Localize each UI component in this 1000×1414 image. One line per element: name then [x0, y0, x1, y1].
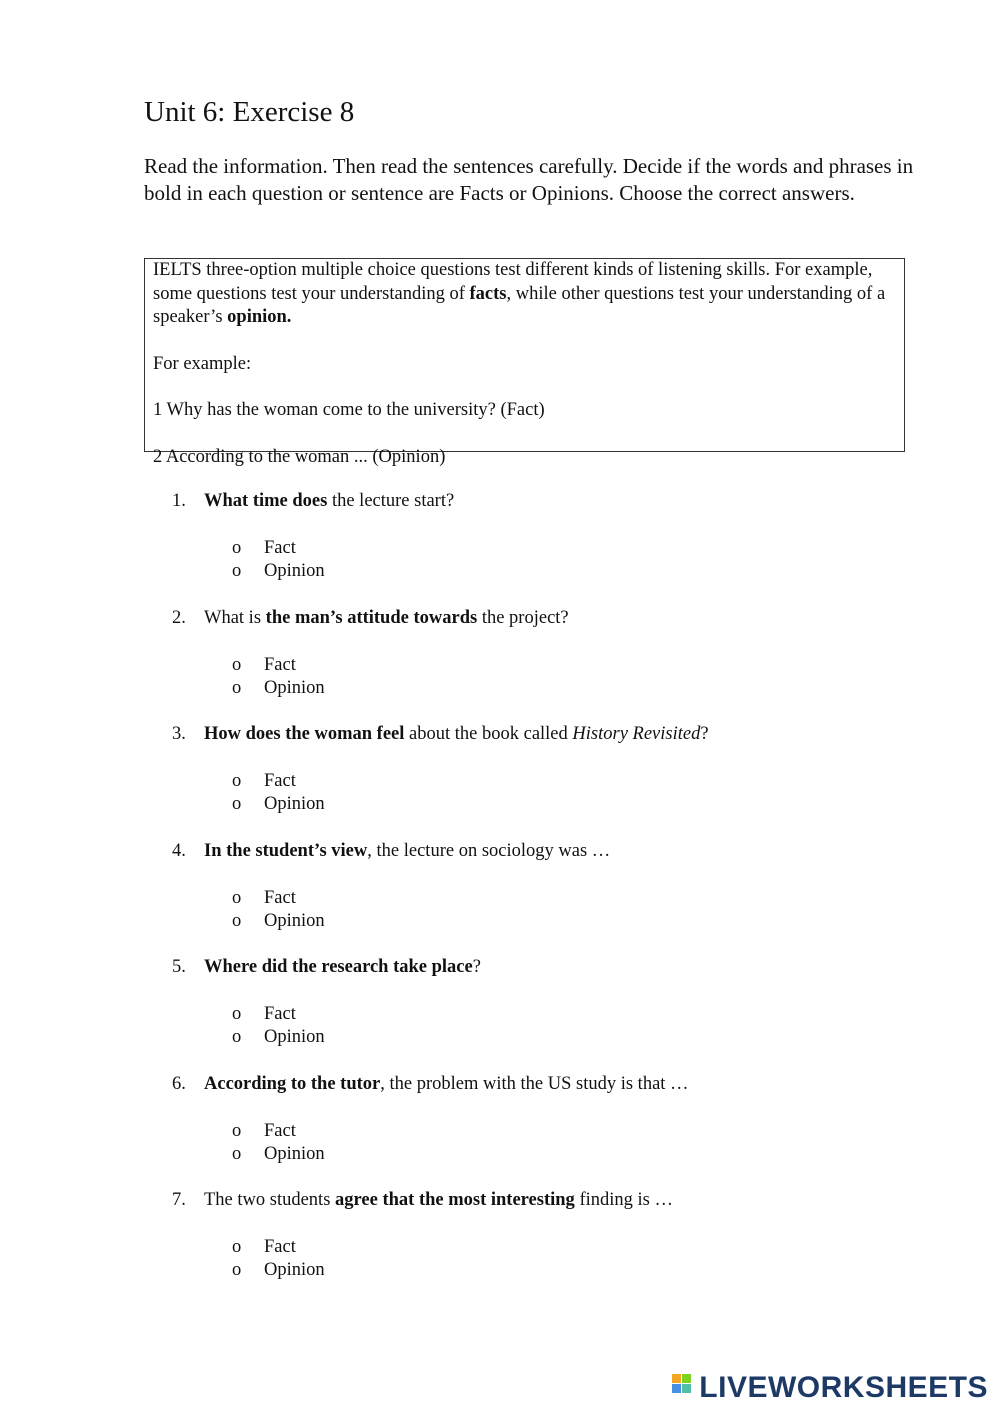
answer-option-fact[interactable] — [232, 1003, 432, 1027]
question-item — [0, 723, 1000, 833]
question-item — [0, 490, 1000, 600]
answer-option-label: Opinion — [264, 677, 325, 698]
question-number: 2. — [172, 607, 186, 628]
answer-option-fact[interactable] — [232, 887, 432, 911]
question-item — [0, 1073, 1000, 1183]
answer-option-opinion[interactable] — [232, 910, 432, 934]
radio-bullet-icon[interactable]: o — [232, 1027, 242, 1048]
radio-bullet-icon[interactable]: o — [232, 887, 242, 908]
answer-option-label: Fact — [264, 887, 296, 908]
radio-bullet-icon[interactable]: o — [232, 794, 242, 815]
radio-bullet-icon[interactable]: o — [232, 910, 242, 931]
question-item — [0, 840, 1000, 950]
answer-option-opinion[interactable] — [232, 1143, 432, 1167]
question-post-text: , the lecture on sociology was … — [367, 840, 611, 861]
info-bold-opinion: opinion. — [227, 307, 292, 327]
radio-bullet-icon[interactable]: o — [232, 677, 242, 698]
radio-bullet-icon[interactable]: o — [232, 771, 242, 791]
radio-bullet-icon[interactable]: o — [232, 1004, 242, 1024]
question-post-text: the lecture start? — [327, 491, 455, 511]
answer-option-fact[interactable] — [232, 1236, 432, 1260]
question-item — [0, 607, 1000, 717]
question-number: 5. — [172, 957, 186, 977]
answer-option-fact[interactable] — [232, 1120, 432, 1144]
answer-option-fact[interactable] — [232, 654, 432, 678]
answer-option-fact[interactable] — [232, 537, 432, 561]
question-post-text: about the book called — [404, 724, 573, 744]
info-intro — [153, 259, 896, 330]
example-label: For example: — [153, 353, 252, 374]
question-number: 6. — [172, 1073, 186, 1094]
question-text — [204, 490, 904, 514]
answer-option-label: Fact — [264, 1004, 296, 1024]
logo-icon — [672, 1374, 696, 1402]
answer-option-label: Opinion — [264, 910, 325, 931]
answer-option-label: Opinion — [264, 1027, 325, 1048]
info-bold-facts: facts — [469, 283, 507, 304]
question-bold-text: What time does — [204, 491, 328, 511]
question-post-text: the project? — [477, 607, 569, 628]
answer-option-label: Fact — [264, 538, 296, 558]
question-number: 1. — [172, 491, 186, 511]
answer-option-opinion[interactable] — [232, 560, 432, 584]
info-text: , while other questions test your understanding of a speaker’s — [153, 283, 886, 327]
question-end-text: ? — [700, 724, 709, 744]
liveworksheets-logo — [672, 1370, 988, 1406]
answer-option-label: Fact — [264, 1237, 296, 1257]
radio-bullet-icon[interactable]: o — [232, 538, 242, 558]
question-post-text: , the problem with the US study is that … — [380, 1073, 689, 1094]
question-item — [0, 956, 1000, 1066]
radio-bullet-icon[interactable]: o — [232, 1120, 242, 1141]
question-bold-text: the man’s attitude towards — [265, 607, 478, 628]
answer-option-fact[interactable] — [232, 770, 432, 794]
question-bold-text: According to the tutor — [204, 1073, 381, 1094]
answer-option-opinion[interactable] — [232, 1026, 432, 1050]
question-text — [204, 956, 904, 980]
question-pre-text: The two students — [204, 1190, 336, 1210]
question-bold-text: In the student’s view — [204, 840, 368, 861]
logo-square — [672, 1374, 681, 1383]
radio-bullet-icon[interactable]: o — [232, 1143, 242, 1164]
question-number: 4. — [172, 840, 186, 861]
question-text — [204, 1189, 904, 1213]
question-bold-text: Where did the research take place — [204, 957, 473, 977]
radio-bullet-icon[interactable]: o — [232, 1237, 242, 1257]
answer-option-label: Opinion — [264, 561, 325, 582]
question-italic-text: History Revisited — [572, 724, 701, 744]
answer-option-label: Fact — [264, 1120, 296, 1141]
question-post-text: ? — [472, 957, 481, 977]
answer-option-opinion[interactable] — [232, 677, 432, 701]
question-number: 7. — [172, 1190, 186, 1210]
instructions: Read the information. Then read the sentences carefully. Decide if the words and phrases in bold in each question or sentence are Facts or Opinions. Choose the correct answers. — [144, 154, 914, 205]
logo-square — [682, 1384, 691, 1393]
question-bold-text: How does the woman feel — [204, 724, 405, 744]
radio-bullet-icon[interactable]: o — [232, 654, 242, 675]
question-text — [204, 607, 904, 631]
answer-option-label: Opinion — [264, 794, 325, 815]
answer-option-label: Fact — [264, 654, 296, 675]
info-box — [144, 258, 905, 467]
answer-option-label: Opinion — [264, 1260, 325, 1281]
question-post-text: finding is … — [574, 1190, 673, 1210]
question-number: 3. — [172, 724, 186, 744]
page-title: Unit 6: Exercise 8 — [144, 96, 355, 128]
info-text: IELTS three-option multiple choice questions test different kinds of listening skills. For example, some questions test your understanding of — [153, 260, 873, 304]
question-text — [204, 723, 904, 747]
example-2: 2 According to the woman ... (Opinion) — [153, 446, 446, 467]
radio-bullet-icon[interactable]: o — [232, 561, 242, 582]
question-bold-text: agree that the most interesting — [335, 1190, 575, 1210]
question-pre-text: What is — [204, 607, 266, 628]
question-text — [204, 1073, 904, 1097]
logo-square — [672, 1384, 681, 1393]
logo-square — [682, 1374, 691, 1383]
question-item — [0, 1189, 1000, 1299]
answer-option-opinion[interactable] — [232, 1259, 432, 1283]
answer-option-opinion[interactable] — [232, 793, 432, 817]
answer-option-label: Opinion — [264, 1143, 325, 1164]
logo-text: LIVEWORKSHEETS — [699, 1371, 988, 1404]
example-1: 1 Why has the woman come to the university? (Fact) — [153, 400, 545, 420]
answer-option-label: Fact — [264, 771, 296, 791]
radio-bullet-icon[interactable]: o — [232, 1260, 242, 1281]
question-text — [204, 840, 904, 864]
